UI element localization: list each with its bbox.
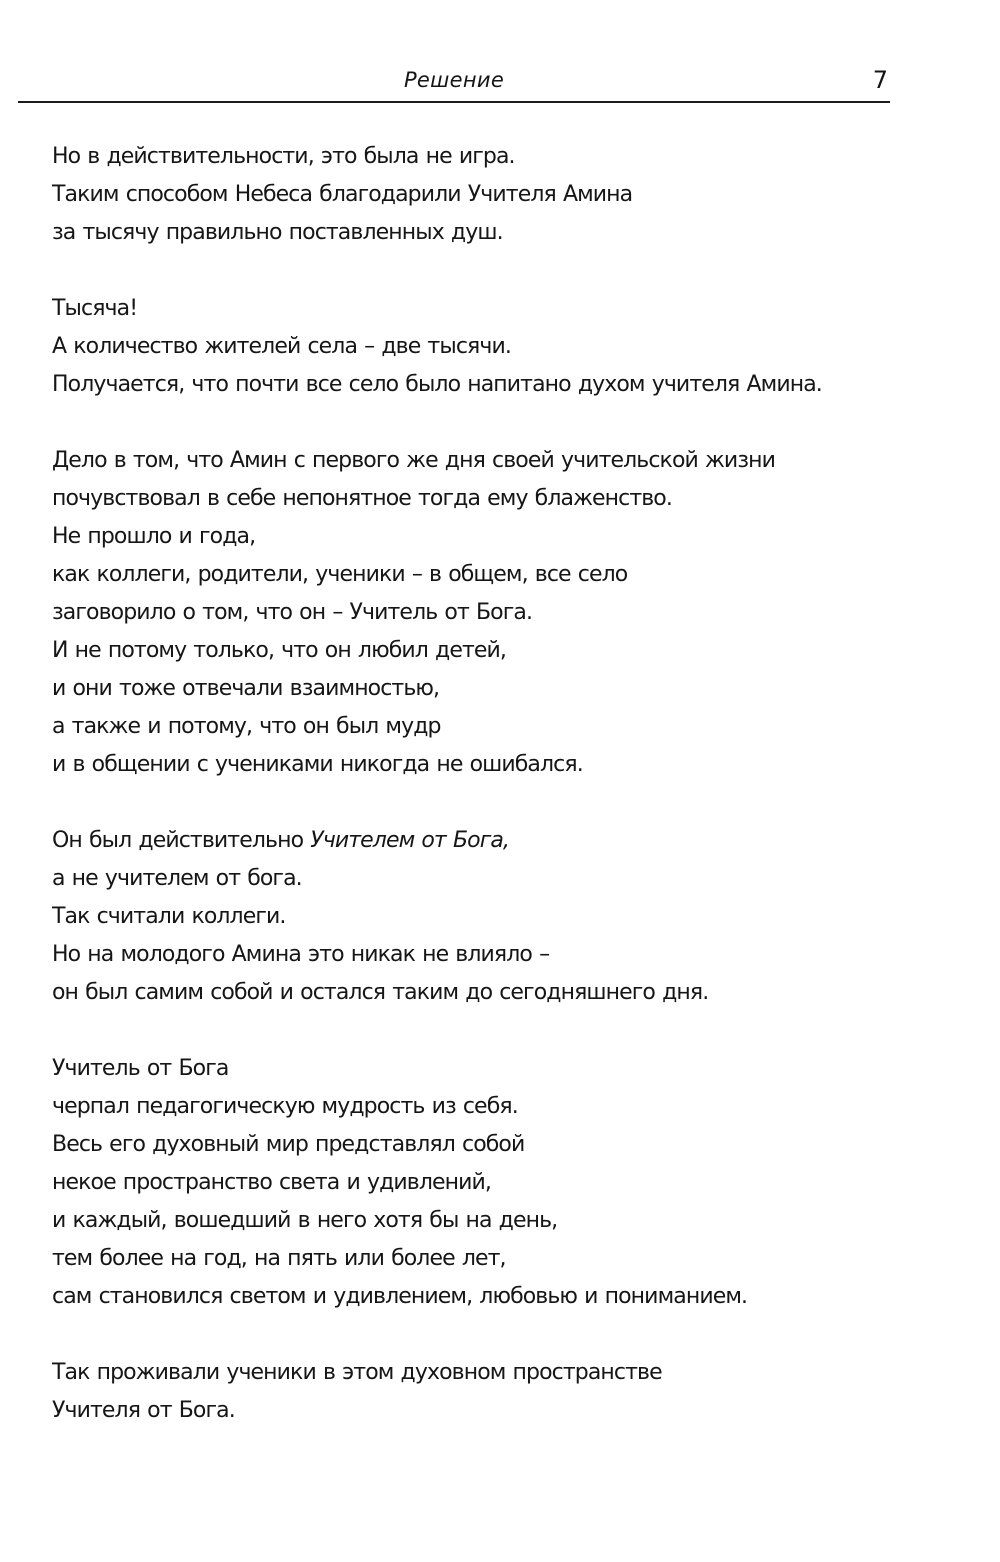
- text-line: и каждый, вошедший в него хотя бы на день,: [52, 1208, 558, 1233]
- text-line: И не потому только, что он любил детей,: [52, 638, 507, 663]
- stanza-3: [52, 442, 952, 784]
- text-line: заговорило о том, что он – Учитель от Бога.: [52, 600, 533, 625]
- text-line: Весь его духовный мир представлял собой: [52, 1132, 525, 1157]
- text-line: Но на молодого Амина это никак не влияло –: [52, 942, 550, 967]
- text-line: Дело в том, что Амин с первого же дня своей учительской жизни: [52, 448, 775, 473]
- header-rule: [18, 101, 890, 103]
- text-line: Учителя от Бога.: [52, 1398, 235, 1423]
- text-line: Не прошло и года,: [52, 524, 256, 549]
- text-line: и в общении с учениками никогда не ошибался.: [52, 752, 583, 777]
- emphasized-phrase: Учителем от Бога,: [310, 828, 510, 853]
- text-line: Так считали коллеги.: [52, 904, 286, 929]
- line-prefix: Он был действительно: [52, 828, 311, 853]
- text-line: тем более на год, на пять или более лет,: [52, 1246, 506, 1271]
- page-body: [52, 138, 952, 1468]
- text-line: Но в действительности, это была не игра.: [52, 144, 515, 169]
- text-line: Учитель от Бога: [52, 1056, 229, 1081]
- stanza-1: [52, 138, 952, 252]
- text-line: он был самим собой и остался таким до сегодняшнего дня.: [52, 980, 709, 1005]
- text-line: как коллеги, родители, ученики – в общем, все село: [52, 562, 628, 587]
- stanza-6: [52, 1354, 952, 1430]
- text-line: почувствовал в себе непонятное тогда ему блаженство.: [52, 486, 672, 511]
- chapter-title: Решение: [403, 68, 505, 92]
- text-line: а также и потому, что он был мудр: [52, 714, 441, 739]
- text-line: Таким способом Небеса благодарили Учителя Амина: [52, 182, 633, 207]
- running-header: [18, 60, 890, 104]
- text-line: и они тоже отвечали взаимностью,: [52, 676, 440, 701]
- text-line: сам становился светом и удивлением, любовью и пониманием.: [52, 1284, 748, 1309]
- stanza-2: [52, 290, 952, 404]
- page-number: 7: [872, 66, 888, 94]
- text-line: Тысяча!: [52, 296, 138, 321]
- text-line-with-emphasis: [52, 822, 952, 860]
- text-line: некое пространство света и удивлений,: [52, 1170, 492, 1195]
- text-line: а не учителем от бога.: [52, 866, 302, 891]
- stanza-4: [52, 822, 952, 1012]
- text-line: Так проживали ученики в этом духовном пространстве: [52, 1360, 662, 1385]
- text-line: А количество жителей села – две тысячи.: [52, 334, 511, 359]
- text-line: за тысячу правильно поставленных душ.: [52, 220, 503, 245]
- text-line: черпал педагогическую мудрость из себя.: [52, 1094, 518, 1119]
- stanza-5: [52, 1050, 952, 1316]
- text-line: Получается, что почти все село было напитано духом учителя Амина.: [52, 372, 822, 397]
